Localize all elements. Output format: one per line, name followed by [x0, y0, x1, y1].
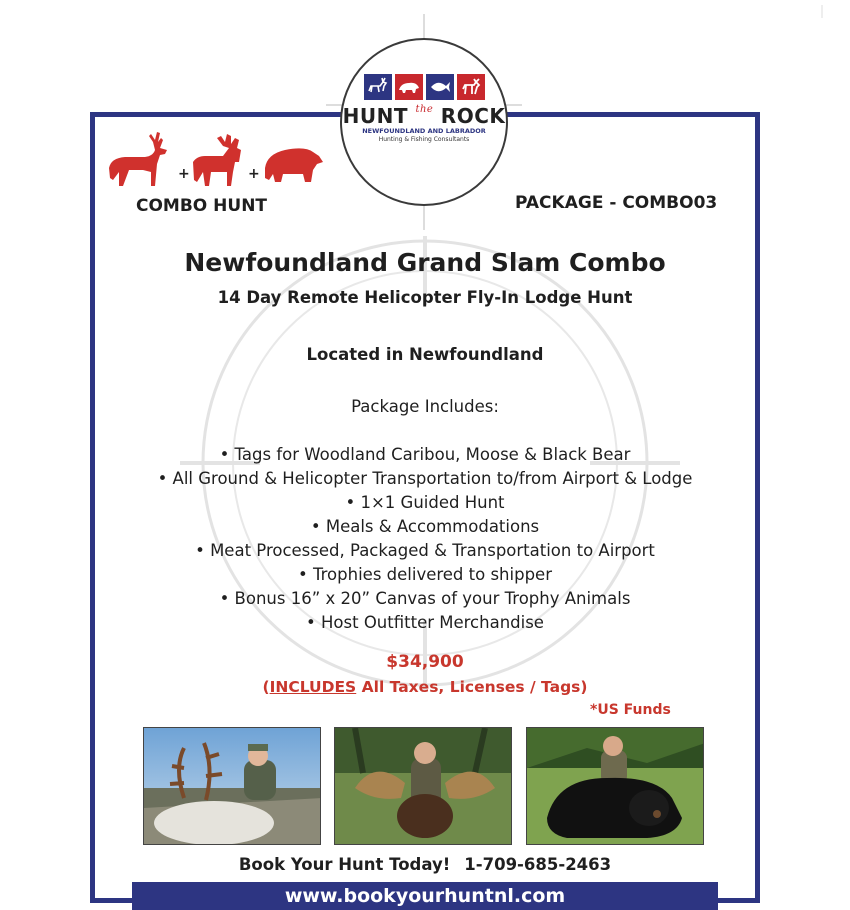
caribou-icon [364, 74, 392, 100]
bear-trophy-photo [526, 727, 704, 845]
combo-animals [105, 128, 325, 190]
plus-sign: + [178, 166, 190, 182]
frame-corner-left [90, 898, 132, 903]
fish-icon [426, 74, 454, 100]
package-includes-heading: Package Includes: [351, 397, 499, 416]
frame-corner-right [718, 898, 760, 903]
list-item: • Tags for Woodland Caribou, Moose & Black Bear [219, 445, 631, 464]
moose-trophy-photo [334, 727, 512, 845]
list-item: • Trophies delivered to shipper [298, 565, 552, 584]
bear-icon [265, 148, 323, 182]
book-text: Book Your Hunt Today! [238, 855, 451, 874]
logo-tiles [364, 74, 485, 100]
list-item: • Meat Processed, Packaged & Transportation to Airport [195, 541, 655, 560]
plus-sign: + [248, 166, 260, 182]
moose-icon [457, 74, 485, 100]
us-funds-note: *US Funds [590, 702, 671, 718]
hunt-the-rock-logo [340, 38, 508, 206]
combo-hunt-label: COMBO HUNT [136, 196, 268, 216]
website-url-link[interactable]: www.bookyourhuntnl.com [132, 882, 718, 910]
list-item: • Bonus 16” x 20” Canvas of your Trophy Animals [219, 589, 631, 608]
page-title: Newfoundland Grand Slam Combo [184, 248, 666, 277]
price: $34,900 [386, 652, 464, 672]
list-item: • Meals & Accommodations [310, 517, 540, 536]
list-item: • Host Outfitter Merchandise [306, 613, 544, 632]
included-items-list [95, 443, 755, 635]
list-item: • 1×1 Guided Hunt [345, 493, 505, 512]
moose-icon [193, 134, 241, 186]
bear-icon [395, 74, 423, 100]
caribou-trophy-photo [143, 727, 321, 845]
logo-region: NEWFOUNDLAND AND LABRADOR [362, 127, 486, 135]
location-line: Located in Newfoundland [306, 345, 544, 364]
package-code: PACKAGE - COMBO03 [515, 193, 718, 213]
page-subtitle: 14 Day Remote Helicopter Fly-In Lodge Hunt [217, 288, 633, 307]
phone-number[interactable]: 1-709-685-2463 [464, 855, 612, 874]
list-item: • All Ground & Helicopter Transportation to/from Airport & Lodge [157, 469, 693, 488]
logo-wordmark: HUNT $^{the}$ ROCK [342, 104, 506, 128]
caribou-icon [109, 132, 167, 186]
booking-line [95, 855, 755, 874]
logo-tagline: Hunting & Fishing Consultants [378, 136, 470, 143]
price-includes-note: (INCLUDES All Taxes, Licenses / Tags) [262, 678, 588, 696]
